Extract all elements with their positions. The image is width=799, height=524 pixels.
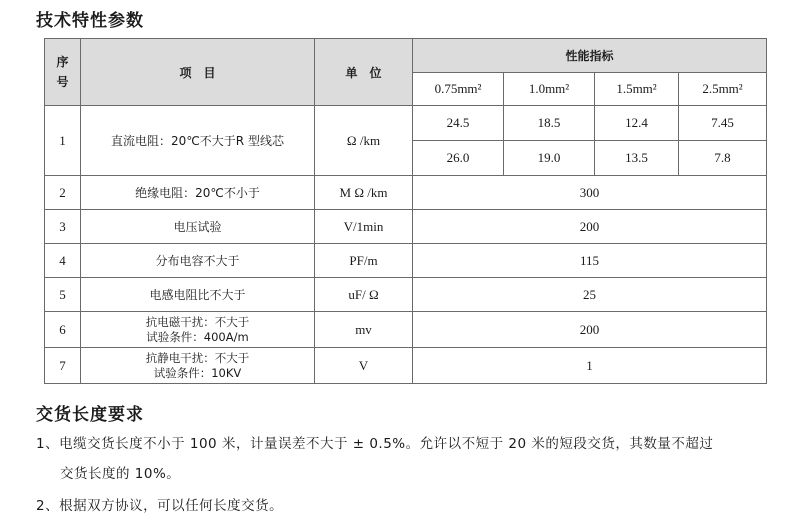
row-item bbox=[81, 348, 315, 384]
row-number: 2 bbox=[45, 176, 81, 210]
row-unit: mv bbox=[315, 312, 413, 348]
paragraph-2: 2、根据双方协议，可以任何长度交货。 bbox=[36, 498, 284, 514]
row-item-line1: 抗电磁干扰：不大于 bbox=[145, 314, 250, 329]
row-item: 绝缘电阻：20℃不小于 bbox=[81, 176, 315, 210]
row-value: 7.45 bbox=[679, 106, 767, 141]
header-size-0: 0.75mm² bbox=[413, 73, 504, 106]
row-value: 12.4 bbox=[595, 106, 679, 141]
row-value: 25 bbox=[413, 278, 767, 312]
header-performance: 性能指标 bbox=[413, 39, 767, 73]
table-row bbox=[45, 348, 767, 384]
table-row bbox=[45, 106, 767, 141]
row-value: 7.8 bbox=[679, 141, 767, 176]
section-title-delivery-length: 交货长度要求 bbox=[36, 405, 144, 425]
row-value: 1 bbox=[413, 348, 767, 384]
table-row bbox=[45, 312, 767, 348]
row-value: 200 bbox=[413, 312, 767, 348]
row-item: 分布电容不大于 bbox=[81, 244, 315, 278]
row-number: 1 bbox=[45, 106, 81, 176]
row-unit: uF/ Ω bbox=[315, 278, 413, 312]
row-value: 26.0 bbox=[413, 141, 504, 176]
row-item-line1: 抗静电干扰：不大于 bbox=[145, 350, 250, 365]
row-value: 200 bbox=[413, 210, 767, 244]
row-value: 18.5 bbox=[504, 106, 595, 141]
header-size-1: 1.0mm² bbox=[504, 73, 595, 106]
row-unit: V/1min bbox=[315, 210, 413, 244]
paragraph-1-line-1: 1、电缆交货长度不小于 100 米，计量误差不大于 ± 0.5%。允许以不短于 20 米的短段交货，其数量不超过 bbox=[36, 436, 714, 452]
row-item bbox=[81, 312, 315, 348]
row-item: 直流电阻：20℃不大于R 型线芯 bbox=[81, 106, 315, 176]
row-item: 电感电阻比不大于 bbox=[81, 278, 315, 312]
header-item: 项 目 bbox=[81, 39, 315, 106]
row-value: 300 bbox=[413, 176, 767, 210]
table-row bbox=[45, 176, 767, 210]
row-unit: V bbox=[315, 348, 413, 384]
table-row bbox=[45, 244, 767, 278]
header-seq bbox=[45, 39, 81, 106]
header-size-3: 2.5mm² bbox=[679, 73, 767, 106]
row-value: 24.5 bbox=[413, 106, 504, 141]
row-number: 7 bbox=[45, 348, 81, 384]
row-item-line2: 试验条件：400A/m bbox=[146, 329, 249, 344]
row-number: 6 bbox=[45, 312, 81, 348]
row-unit: Ω /km bbox=[315, 106, 413, 176]
header-seq-label: 序号 bbox=[56, 55, 69, 89]
row-value: 19.0 bbox=[504, 141, 595, 176]
row-value: 115 bbox=[413, 244, 767, 278]
table-row bbox=[45, 210, 767, 244]
row-unit: M Ω /km bbox=[315, 176, 413, 210]
row-number: 3 bbox=[45, 210, 81, 244]
header-size-2: 1.5mm² bbox=[595, 73, 679, 106]
table-row bbox=[45, 278, 767, 312]
row-number: 5 bbox=[45, 278, 81, 312]
spec-table bbox=[44, 38, 767, 384]
paragraph-1-line-2: 交货长度的 10%。 bbox=[60, 466, 181, 482]
section-title-tech-params: 技术特性参数 bbox=[36, 11, 144, 31]
row-value: 13.5 bbox=[595, 141, 679, 176]
row-unit: PF/m bbox=[315, 244, 413, 278]
row-number: 4 bbox=[45, 244, 81, 278]
header-unit: 单 位 bbox=[315, 39, 413, 106]
row-item-line2: 试验条件：10KV bbox=[153, 365, 242, 380]
row-item: 电压试验 bbox=[81, 210, 315, 244]
